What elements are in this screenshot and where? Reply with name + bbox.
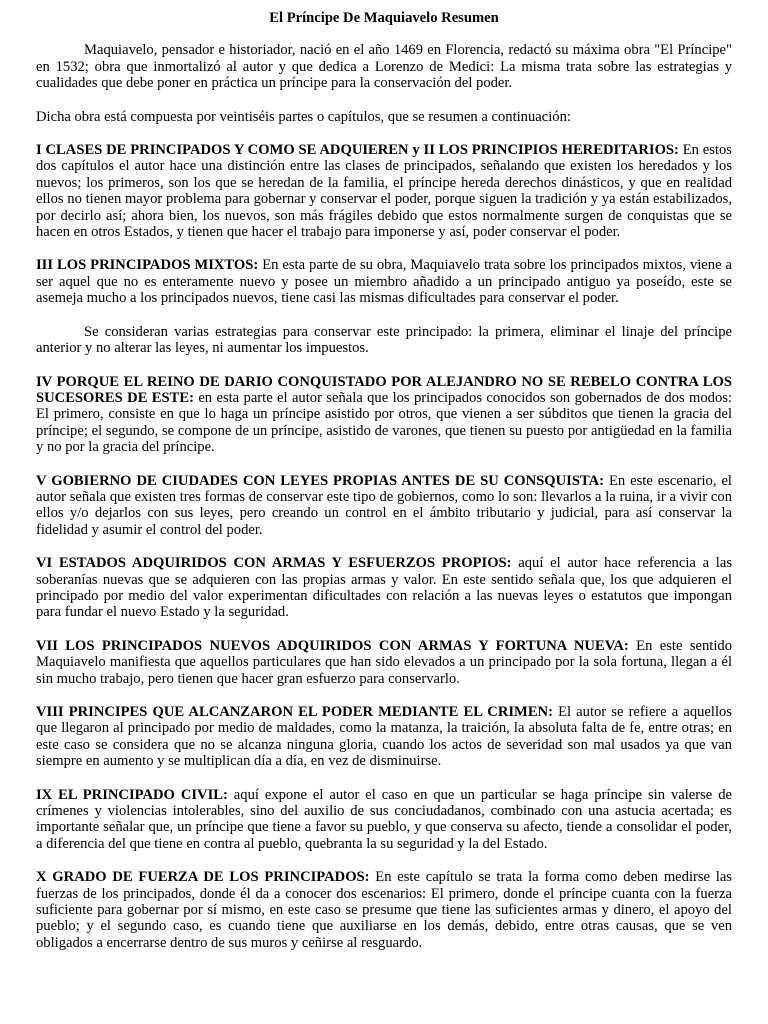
section-paragraph-1 xyxy=(36,142,732,240)
section-paragraph-9 xyxy=(36,787,732,853)
document-title: El Príncipe De Maquiavelo Resumen xyxy=(269,10,499,26)
section-paragraph-6 xyxy=(36,555,732,621)
section-heading: X GRADO DE FUERZA DE LOS PRINCIPADOS: xyxy=(36,869,370,886)
intro-paragraph: Dicha obra está compuesta por veintiséis partes o capítulos, que se resumen a continuación: xyxy=(36,108,571,125)
section-body: en esta parte el autor señala que los principados conocidos son gobernados de dos modos: El primero, consiste en que lo haga un príncipe asistido por otros, que vienen a ser súbditos que tienen la gracia del príncipe; el segundo, se compone de un príncipe, asistido de varones, que tienen su puesto por antigüedad en la familia y no por la gracia del príncipe. xyxy=(36,389,732,456)
section-paragraph-3 xyxy=(36,257,732,306)
section-paragraph-8 xyxy=(36,704,732,770)
section-body: En estos dos capítulos el autor hace una distinción entre las clases de principados, señalando que existen los heredados y los nuevos; los primeros, son los que se heredan de la familia, el príncipe hereda derechos dinásticos, y que en realidad ellos no tienen mayor problema para gobernar y conservar el poder, porque siguen la tradición y ya están estabilizados, por decirlo así; ahora bien, los nuevos, son más frágiles debido que estos normalmente surgen de conquistas que se hacen en otros Estados, y tienen que hacer el trabajo para imponerse y así, poder conservar el poder. xyxy=(36,142,732,241)
section-body: Se consideran varias estrategias para conservar este principado: la primera, eliminar el linaje del príncipe anterior y no alterar las leyes, ni aumentar los impuestos. xyxy=(36,323,732,357)
section-body: En este escenario, el autor señala que existen tres formas de conservar este tipo de gobiernos, como lo son: llevarlos a la ruina, ir a vivir con ellos y/o dejarlos con sus leyes, pero creando un control en el ámbito tributario y judicial, para así conservar la fidelidad y asumir el control del poder. xyxy=(36,472,732,538)
section-paragraph-5 xyxy=(36,473,732,539)
section-paragraph-7 xyxy=(36,638,732,687)
section-heading: VII LOS PRINCIPADOS NUEVOS ADQUIRIDOS CON ARMAS Y FORTUNA NUEVA: xyxy=(36,637,629,654)
section-heading: III LOS PRINCIPADOS MIXTOS: xyxy=(36,257,259,274)
section-paragraph-10 xyxy=(36,869,732,951)
section-heading: IV PORQUE EL REINO DE DARIO CONQUISTADO POR ALEJANDRO NO SE REBELO CONTRA LOS SUCESORES DE ESTE: xyxy=(36,373,732,406)
section-body: aquí el autor hace referencia a las soberanías nuevas que se adquieren con las propias armas y valor. En este sentido señala que, los que adquieren el principado por medio del valor experimentan dificultades con relación a las nuevas leyes o estatutos que impongan para fundar el nuevo Estado y la seguridad. xyxy=(36,555,733,621)
section-body: En este sentido Maquiavelo manifiesta que aquellos particulares que han sido elevados a un principado por la sola fortuna, llegan a él sin mucho trabajo, pero tienen que hacer gran esfuerzo para conservarlo. xyxy=(36,637,732,687)
section-heading: I CLASES DE PRINCIPADOS Y COMO SE ADQUIEREN y II LOS PRINCIPIOS HEREDITARIOS: xyxy=(36,142,679,159)
document-page xyxy=(36,10,732,968)
section-heading: VI ESTADOS ADQUIRIDOS CON ARMAS Y ESFUERZOS PROPIOS: xyxy=(36,555,512,572)
section-heading: IX EL PRINCIPADO CIVIL: xyxy=(36,786,228,803)
section-paragraph-3-continued xyxy=(36,324,732,357)
intro-paragraph: Maquiavelo, pensador e historiador, nació en el año 1469 en Florencia, redactó su máxima obra "El Príncipe" en 1532; obra que inmortalizó al autor y que dedica a Lorenzo de Medici: La misma trata sobre las estrategias y cualidades que debe poner en práctica un príncipe para la conservación del poder. xyxy=(36,42,732,92)
section-body: En esta parte de su obra, Maquiavelo trata sobre los principados mixtos, viene a ser aquel que no es enteramente nuevo y posee un miembro añadido a un principado antiguo ya poseído, este se asemeja mucho a los principados nuevos, tiene casi las mismas dificultades para conservar el poder. xyxy=(36,257,733,307)
section-body: En este capítulo se trata la forma como deben medirse las fuerzas de los principados, donde él da a conocer dos escenarios: El primero, donde el príncipe cuanta con la fuerza suficiente para gobernar por sí mismo, en este caso se presume que tiene las suficientes armas y dinero, el apoyo del pueblo; y el segundo caso, es cuando tiene que auxiliarse en los demás, debido, entre otras causas, que se ven obligados a encerrarse dentro de sus muros y ceñirse al resguardo. xyxy=(36,869,732,951)
section-body: El autor se refiere a aquellos que llegaron al principado por medio de maldades, como la matanza, la traición, la absoluta falta de fe, entre otras; en este caso se considera que no se alcanza ninguna gloria, cuando los actos de severidad son mal usados ya que van siempre en aumento y se multiplican día a día, en vez de disminuirse. xyxy=(36,704,732,770)
section-paragraph-4 xyxy=(36,374,732,456)
section-heading: VIII PRINCIPES QUE ALCANZARON EL PODER MEDIANTE EL CRIMEN: xyxy=(36,704,553,720)
section-heading: V GOBIERNO DE CIUDADES CON LEYES PROPIAS ANTES DE SU CONSQUISTA: xyxy=(36,472,604,489)
section-body: aquí expone el autor el caso en que un particular se haga príncipe sin valerse de crímenes y violencias intolerables, sino del auxilio de sus conciudadanos, combinado con una astucia acertada; es importante señalar que, un príncipe que tiene a favor su pueblo, y que conserva su afecto, tiende a consolidar el poder, a diferencia del que tiene en contra al pueblo, quebranta la su seguridad y la del Estado. xyxy=(36,786,732,852)
